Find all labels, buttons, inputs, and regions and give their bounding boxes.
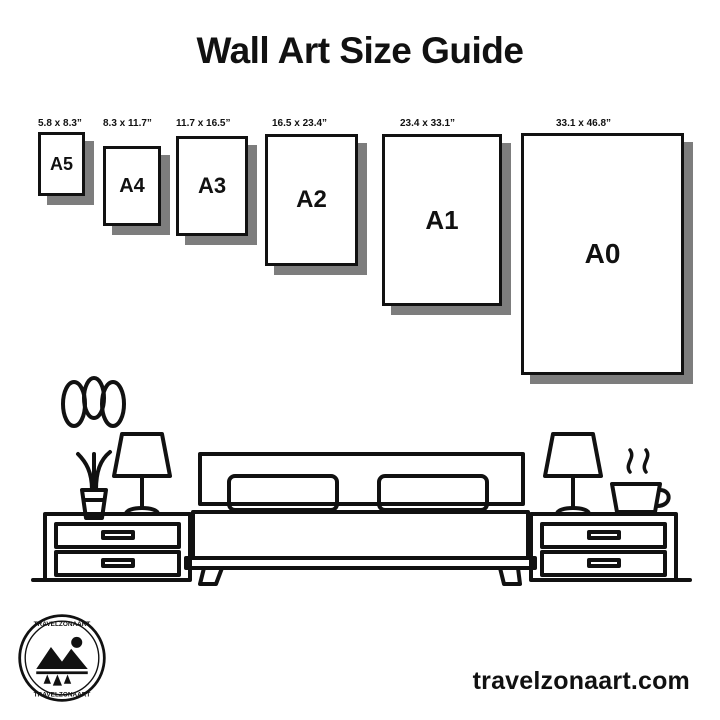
logo-brand-text-top: TRAVELZONAART: [33, 620, 91, 628]
lamp-shade-right: [545, 434, 601, 476]
frame-body: [382, 134, 502, 306]
brand-logo: [16, 612, 108, 704]
tree-icon: [44, 675, 51, 684]
frame-body: [521, 133, 684, 375]
frame-label-a4: A4: [119, 175, 145, 197]
flower-bloom-left: [63, 382, 85, 426]
tree-icon: [53, 675, 62, 686]
right-nightstand: [531, 514, 676, 580]
left-table-lamp: [114, 434, 170, 514]
bed-mattress: [193, 512, 528, 558]
flower-stem-left: [78, 454, 92, 490]
frame-label-a0: A0: [584, 238, 621, 269]
frame-label-a3: A3: [197, 173, 227, 198]
nightstand-drawer-bottom-right: [542, 552, 665, 575]
bedroom-scene: [0, 372, 720, 607]
logo-outer-ring: [20, 616, 105, 701]
frame-a2[interactable]: [265, 134, 358, 266]
coffee-cup: [612, 450, 669, 512]
bed-base: [186, 558, 535, 568]
frame-dimension-a3: 11.7 x 16.5”: [176, 118, 231, 129]
frame-a3[interactable]: [176, 136, 248, 236]
vase-with-flowers: [63, 378, 124, 518]
frame-dimension-a5: 5.8 x 8.3”: [38, 118, 82, 129]
logo-inner-ring: [25, 621, 99, 695]
sun-icon: [71, 637, 82, 648]
frame-label-a2: A2: [296, 186, 327, 213]
frame-body: [176, 136, 248, 236]
frame-body: [38, 132, 85, 196]
frame-body: [103, 146, 161, 226]
cup-body: [612, 484, 660, 512]
mountain-icon: [36, 647, 88, 669]
frame-dimension-a2: 16.5 x 23.4”: [272, 118, 328, 129]
drawer-handle: [589, 532, 619, 538]
logo-brand-text-bottom: TRAVELZONAART: [33, 691, 91, 699]
frame-a4[interactable]: [103, 146, 161, 226]
frame-label-a1: A1: [425, 205, 459, 235]
frame-dimension-a0: 33.1 x 46.8”: [556, 118, 612, 129]
bed-leg-left: [200, 568, 222, 584]
flower-stem-right: [96, 452, 110, 490]
left-nightstand: [45, 514, 190, 580]
frame-a1[interactable]: [382, 134, 502, 306]
drawer-handle: [103, 532, 133, 538]
steam-left: [628, 450, 631, 472]
lamp-shade-left: [114, 434, 170, 476]
page-title: Wall Art Size Guide: [196, 30, 524, 71]
right-table-lamp: [545, 434, 601, 514]
nightstand-drawer-bottom-left: [56, 552, 179, 575]
bed-headboard: [200, 454, 523, 504]
drawer-handle: [589, 560, 619, 566]
frame-a5[interactable]: [38, 132, 85, 196]
tree-icon: [64, 675, 71, 684]
frame-label-a5: A5: [49, 154, 73, 174]
frame-dimension-a4: 8.3 x 11.7”: [103, 118, 152, 129]
drawer-handle: [103, 560, 133, 566]
site-url[interactable]: travelzonaart.com: [472, 667, 690, 695]
steam-right: [644, 450, 647, 472]
bed-leg-right: [500, 568, 520, 584]
nightstand-drawer-top-left: [56, 524, 179, 547]
frame-dimension-a1: 23.4 x 33.1”: [400, 118, 456, 129]
frame-a0[interactable]: [521, 133, 684, 375]
bed: [186, 454, 535, 584]
frame-body: [265, 134, 358, 266]
nightstand-drawer-top-right: [542, 524, 665, 547]
